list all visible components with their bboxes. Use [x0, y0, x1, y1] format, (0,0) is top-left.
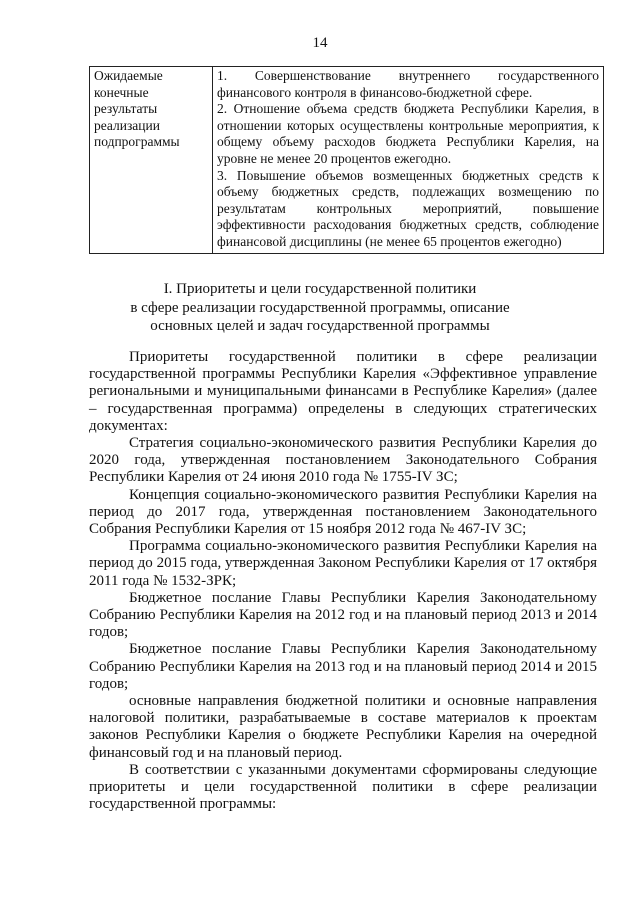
table-row	[90, 67, 604, 254]
body-text	[89, 349, 597, 813]
section-title	[70, 280, 570, 336]
section-title-line: в сфере реализации государственной программы, описание	[130, 299, 510, 316]
expected-results-label: Ожидаемые конечные результаты реализации подпрограммы	[90, 67, 213, 254]
expected-result-item-1: 1. Совершенствование внутреннего государственного финансового контроля в финансово-бюджетной сфере.	[217, 68, 599, 100]
expected-results-content	[213, 67, 604, 254]
paragraph-budget-message-2012: Бюджетное послание Главы Республики Карелия Законодательному Собранию Республики Карелия на 2012 год и на плановый период 2013 и 2014 годов;	[89, 589, 597, 641]
paragraph-strategy-2020: Стратегия социально-экономического развития Республики Карелия до 2020 года, утвержденная постановлением Законодательного Собрания Республики Карелия от 24 июня 2010 года № 1755-IV ЗС;	[89, 435, 597, 486]
expected-result-item-3: 3. Повышение объемов возмещенных бюджетных средств к объему бюджетных средств, подлежащих возмещению по результатам контрольных мероприятий, повышение эффективности расходования бюджетных средств, соблюдение финансовой дисциплины (не менее 65 процентов ежегодно)	[217, 167, 599, 249]
paragraph-policy-directions: основные направления бюджетной политики и основные направления налоговой политики, разрабатываемые в составе материалов к проектам законов Республики Карелия о бюджете Республики Карелия на очередной финансовый год и на плановый период.	[89, 693, 597, 761]
paragraph-concept-2017: Концепция социально-экономического развития Республики Карелия на период до 2017 года, утвержденная постановлением Законодательного Собрания Республики Карелия от 15 ноября 2012 года № 467-IV ЗС;	[89, 486, 597, 538]
paragraph-budget-message-2013: Бюджетное послание Главы Республики Карелия Законодательному Собранию Республики Карелия на 2013 год и на плановый период 2014 и 2015 годов;	[89, 641, 597, 692]
paragraph-conclusion: В соответствии с указанными документами сформированы следующие приоритеты и цели государственной политики в сфере реализации государственной программы:	[89, 761, 597, 813]
section-title-line: I. Приоритеты и цели государственной политики	[163, 281, 477, 297]
paragraph-program-2015: Программа социально-экономического развития Республики Карелия на период до 2015 года, утвержденная Законом Республики Карелия от 17 октября 2011 года № 1532-ЗРК;	[89, 538, 597, 589]
expected-result-item-2: 2. Отношение объема средств бюджета Республики Карелия, в отношении которых осуществлены контрольные мероприятия, к общему объему расходов бюджета Республики Карелия, на уровне не менее 20 процентов ежегодно.	[217, 101, 599, 166]
paragraph-priorities-intro: Приоритеты государственной политики в сфере реализации государственной программы Республики Карелия «Эффективное управление региональными и муниципальными финансами в Республике Карелия» (далее – государственная программа) определены в следующих стратегических документах:	[89, 349, 597, 434]
section-title-line: основных целей и задач государственной программы	[150, 318, 490, 334]
page-number: 14	[312, 35, 328, 51]
subprogram-summary-table	[89, 66, 604, 254]
